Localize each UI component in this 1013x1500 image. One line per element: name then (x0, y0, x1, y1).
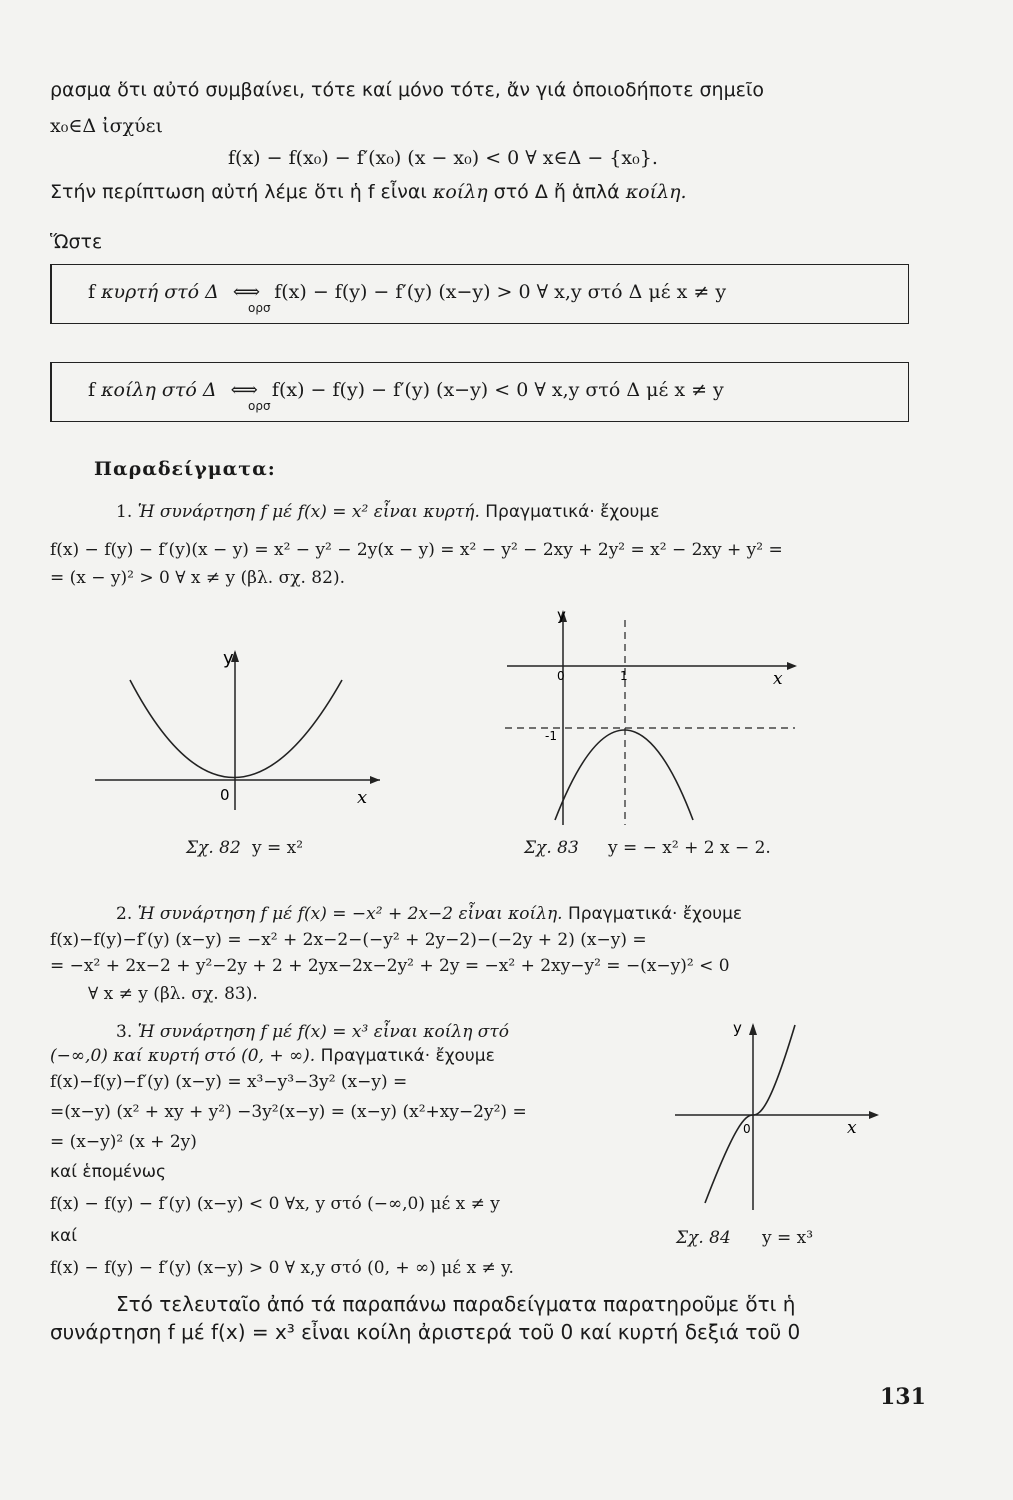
example-3-number: 3. (116, 1022, 133, 1042)
examples-heading: Παραδείγματα: (94, 458, 276, 480)
example-2-eq-2: = −x² + 2x−2 + y²−2y + 2 + 2yx−2x−2y² + 2y = −x² + 2xy−y² = −(x−y)² < 0 (50, 956, 730, 976)
figure-82 (80, 640, 390, 820)
parabola-curve (130, 680, 342, 778)
tick-label-y-minus-1: -1 (545, 729, 557, 743)
intro-line-1: ρασμα ὅτι αὐτό συμβαίνει, τότε καί μόνο τότε, ἄν γιά ὁποιοδήποτε σημεῖο (50, 79, 765, 101)
concave-formula: f(x) − f(y) − f′(y) (x−y) < 0 ∀ x,y στό Δ μέ x ≠ y (271, 379, 724, 401)
axis-label-y: y (557, 606, 566, 624)
example-2-after: Πραγματικά· ἔχουμε (562, 904, 743, 924)
intro-line-4: Ὥστε (50, 231, 103, 253)
intro-formula: f(x) − f(x₀) − f′(x₀) (x − x₀) < 0 ∀ x∈Δ − {x₀}. (228, 147, 658, 169)
example-1-after: Πραγματικά· ἔχουμε (479, 502, 660, 522)
equivalence-arrow: ⟺ (230, 379, 258, 401)
figure-82-equation: y = x² (252, 838, 304, 858)
intro-line-3-koili: κοίλη (432, 181, 488, 203)
example-3-kai: καί (50, 1226, 77, 1246)
example-3-eq-1: f(x)−f(y)−f′(y) (x−y) = x³−y³−3y² (x−y) = (50, 1072, 408, 1092)
figure-82-caption: Σχ. 82 (186, 838, 241, 858)
figure-83 (505, 600, 805, 830)
example-3-kai-epomenws: καί ἑπομένως (50, 1162, 166, 1182)
origin-label: 0 (557, 669, 565, 683)
tick-label-x-1: 1 (620, 669, 628, 683)
intro-line-2: x₀∈Δ ἰσχύει (50, 115, 163, 137)
example-1-eq-2: = (x − y)² > 0 ∀ x ≠ y (βλ. σχ. 82). (50, 568, 345, 588)
origin-label: 0 (220, 786, 230, 804)
axis-label-x: x (847, 1118, 857, 1138)
conclusion-line-2: συνάρτηση f μέ f(x) = x³ εἶναι κοίλη ἀριστερά τοῦ 0 καί κυρτή δεξιά τοῦ 0 (50, 1320, 801, 1344)
figure-84 (665, 1015, 905, 1215)
axis-label-y: y (733, 1019, 742, 1037)
example-3-intro (116, 1020, 509, 1044)
figure-83-equation: y = − x² + 2 x − 2. (608, 838, 771, 858)
parabola-curve (555, 730, 693, 820)
x-axis-arrow (869, 1111, 879, 1119)
example-3-statement: Ἡ συνάρτηση f μέ f(x) = x³ εἶναι κοίλη στό (137, 1022, 510, 1042)
intro-line-3-koili-2: κοίλη. (625, 181, 687, 203)
example-2-eq-1: f(x)−f(y)−f′(y) (x−y) = −x² + 2x−2−(−y² + 2y−2)−(−2y + 2) (x−y) = (50, 930, 647, 950)
example-2-statement: Ἡ συνάρτηση f μέ f(x) = −x² + 2x−2 εἶναι κοίλη. (137, 904, 563, 924)
example-2-eq-3: ∀ x ≠ y (βλ. σχ. 83). (88, 984, 258, 1004)
example-3-ineq-2: f(x) − f(y) − f′(y) (x−y) > 0 ∀ x,y στό (0, + ∞) μέ x ≠ y. (50, 1258, 514, 1278)
intro-line-3-mid: στό Δ ἤ ἁπλά (487, 181, 626, 203)
convex-f: f (88, 281, 102, 303)
figure-84-equation: y = x³ (762, 1228, 814, 1248)
example-3-after: Πραγματικά· ἔχουμε (315, 1046, 495, 1066)
page-number: 131 (880, 1384, 926, 1410)
figure-83-caption: Σχ. 83 (524, 838, 579, 858)
axis-label-y: y (223, 648, 234, 669)
example-3-eq-2: =(x−y) (x² + xy + y²) −3y²(x−y) = (x−y) (x²+xy−2y²) = (50, 1102, 527, 1122)
intro-line-3-text: Στήν περίπτωση αὐτή λέμε ὅτι ἡ f εἶναι (50, 181, 433, 203)
axis-label-x: x (773, 669, 783, 689)
example-1-eq-1: f(x) − f(y) − f′(y)(x − y) = x² − y² − 2y(x − y) = x² − y² − 2xy + 2y² = x² − 2xy + y² = (50, 540, 783, 560)
x-axis-arrow (370, 776, 380, 784)
example-3-ineq-1: f(x) − f(y) − f′(y) (x−y) < 0 ∀x, y στό (−∞,0) μέ x ≠ y (50, 1194, 500, 1214)
example-1-number: 1. (116, 502, 133, 522)
axis-label-x: x (357, 787, 368, 808)
definition-box-concave (50, 362, 909, 422)
intro-line-3 (50, 180, 687, 204)
convex-orsa: ορσ (248, 301, 271, 315)
convex-label: κυρτή στό Δ (101, 281, 219, 303)
origin-label: 0 (743, 1122, 751, 1136)
convex-definition (88, 281, 726, 303)
example-1-statement: Ἡ συνάρτηση f μέ f(x) = x² εἶναι κυρτή. (137, 502, 480, 522)
equivalence-arrow: ⟺ (232, 281, 261, 303)
example-3-eq-3: = (x−y)² (x + 2y) (50, 1132, 197, 1152)
concave-orsa: ορσ (248, 399, 271, 413)
y-axis-arrow (749, 1023, 757, 1035)
cubic-curve (705, 1025, 795, 1203)
example-2-number: 2. (116, 904, 133, 924)
conclusion-line-1: Στό τελευταῖο ἀπό τά παραπάνω παραδείγματα παρατηροῦμε ὅτι ἡ (116, 1292, 796, 1316)
definition-box-convex (50, 264, 909, 324)
example-3-intervals: (−∞,0) καί κυρτή στό (0, + ∞). (50, 1046, 316, 1066)
figure-84-caption: Σχ. 84 (676, 1228, 731, 1248)
concave-label: κοίλη στό Δ (101, 379, 217, 401)
convex-formula: f(x) − f(y) − f′(y) (x−y) > 0 ∀ x,y στό Δ μέ x ≠ y (274, 281, 727, 303)
concave-f: f (88, 379, 102, 401)
example-1-intro (116, 500, 659, 524)
x-axis-arrow (787, 662, 797, 670)
example-3-line-2 (50, 1044, 495, 1068)
example-2-intro (116, 902, 742, 926)
concave-definition (88, 379, 724, 401)
